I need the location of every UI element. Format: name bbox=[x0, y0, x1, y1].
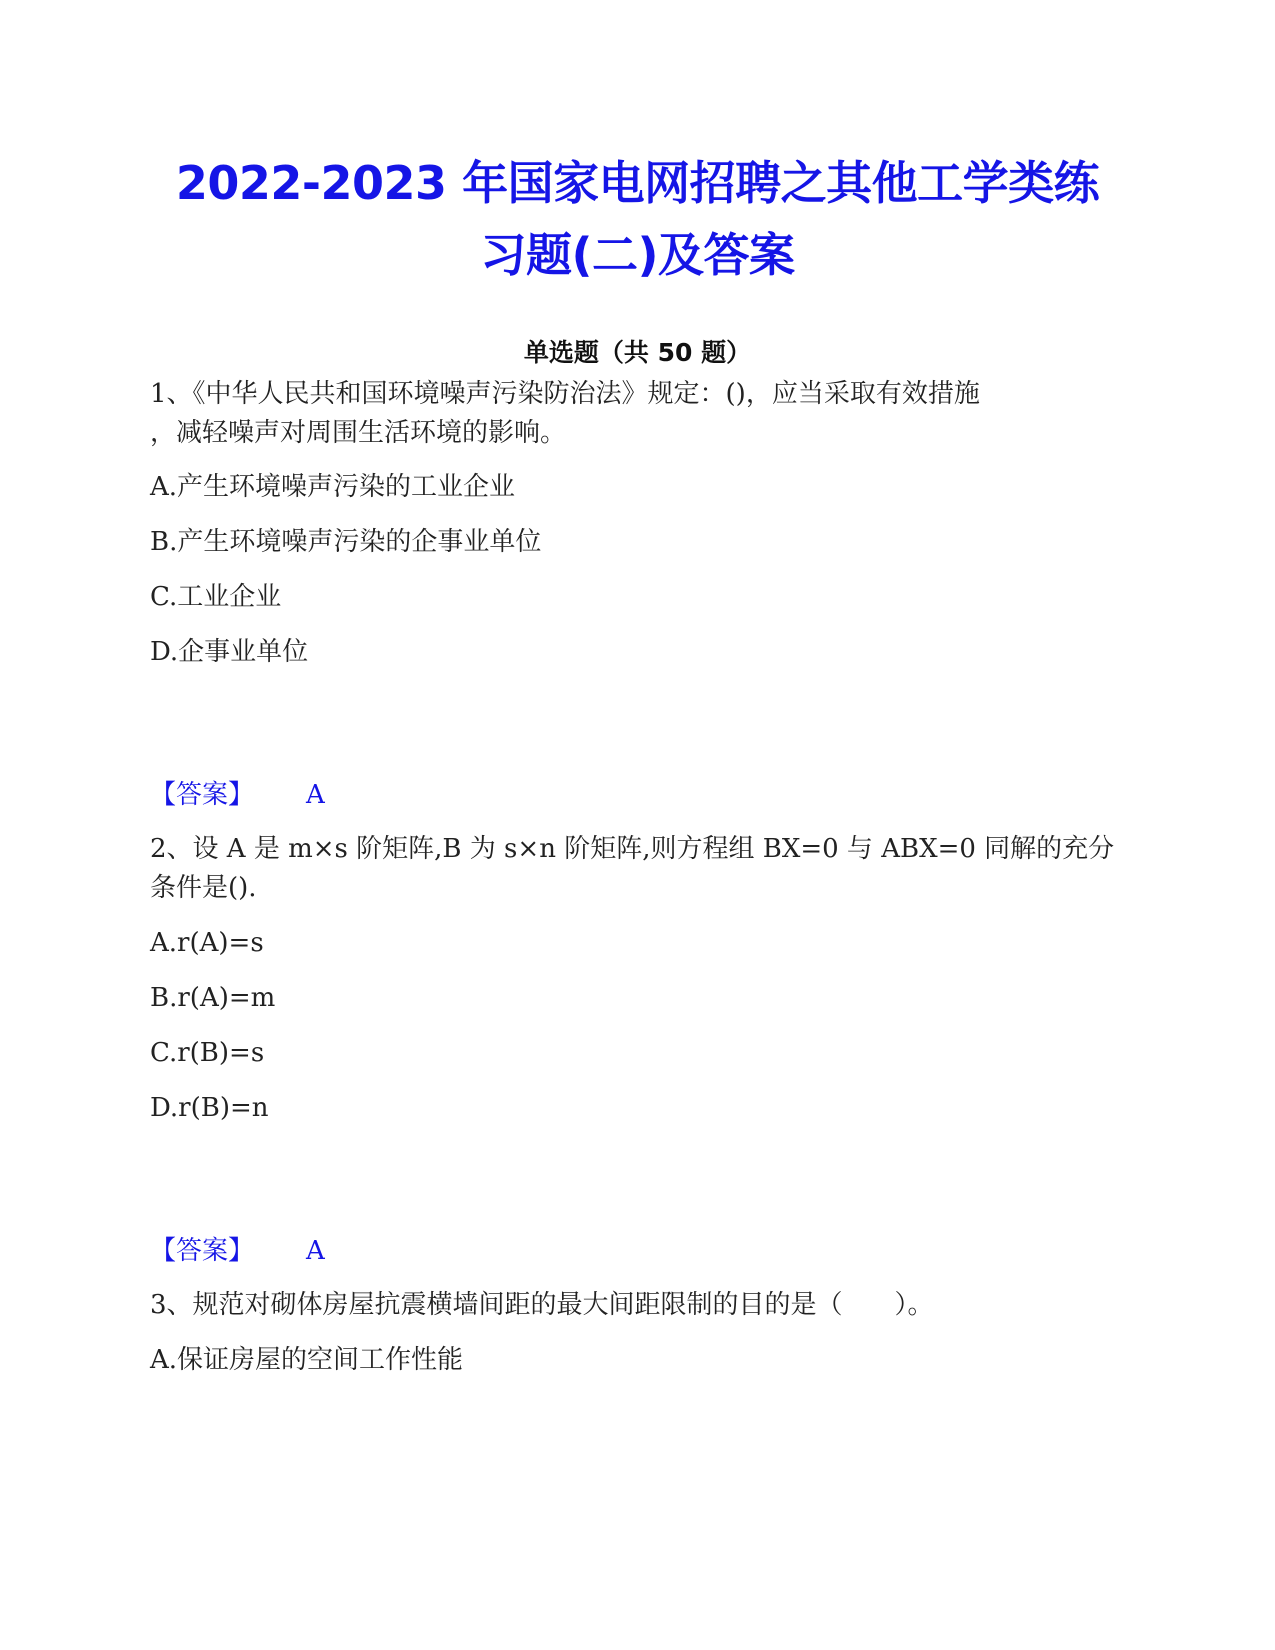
question-2-stem-line-1: 2、设 A 是 m×s 阶矩阵,B 为 s×n 阶矩阵,则方程组 BX=0 与 ABX=0 同解的充分 bbox=[150, 834, 1115, 864]
question-2-option-d: D.r(B)=n bbox=[150, 1093, 269, 1123]
question-2-option-b: B.r(A)=m bbox=[150, 983, 276, 1013]
question-1-option-c: C.工业企业 bbox=[150, 582, 282, 612]
answer-value: A bbox=[306, 1236, 325, 1266]
answer-label: 【答案】 bbox=[150, 1236, 255, 1266]
question-1-answer bbox=[150, 778, 325, 812]
question-1-option-a: A.产生环境噪声污染的工业企业 bbox=[150, 472, 516, 502]
question-3-option-a: A.保证房屋的空间工作性能 bbox=[150, 1345, 464, 1375]
question-2-answer bbox=[150, 1234, 325, 1268]
question-3-stem-line-1: 3、规范对砌体房屋抗震横墙间距的最大间距限制的目的是（ ）。 bbox=[150, 1290, 934, 1320]
answer-label: 【答案】 bbox=[150, 780, 255, 810]
question-2-option-c: C.r(B)=s bbox=[150, 1038, 265, 1068]
question-2-stem-line-2: 条件是(). bbox=[150, 873, 257, 903]
question-2-option-a: A.r(A)=s bbox=[150, 928, 264, 958]
question-1-option-d: D.企事业单位 bbox=[150, 637, 309, 667]
answer-value: A bbox=[306, 780, 325, 810]
question-1-option-b: B.产生环境噪声污染的企事业单位 bbox=[150, 527, 542, 557]
question-1-stem-line-1: 1、《中华人民共和国环境噪声污染防治法》规定：()，应当采取有效措施 bbox=[150, 379, 980, 409]
section-heading: 单选题（共 50 题） bbox=[523, 338, 752, 367]
document-title-line-2: 习题(二)及答案 bbox=[480, 228, 795, 282]
question-1-stem-line-2: ，减轻噪声对周围生活环境的影响。 bbox=[150, 418, 567, 448]
document-title-line-1: 2022-2023 年国家电网招聘之其他工学类练 bbox=[175, 156, 1100, 210]
